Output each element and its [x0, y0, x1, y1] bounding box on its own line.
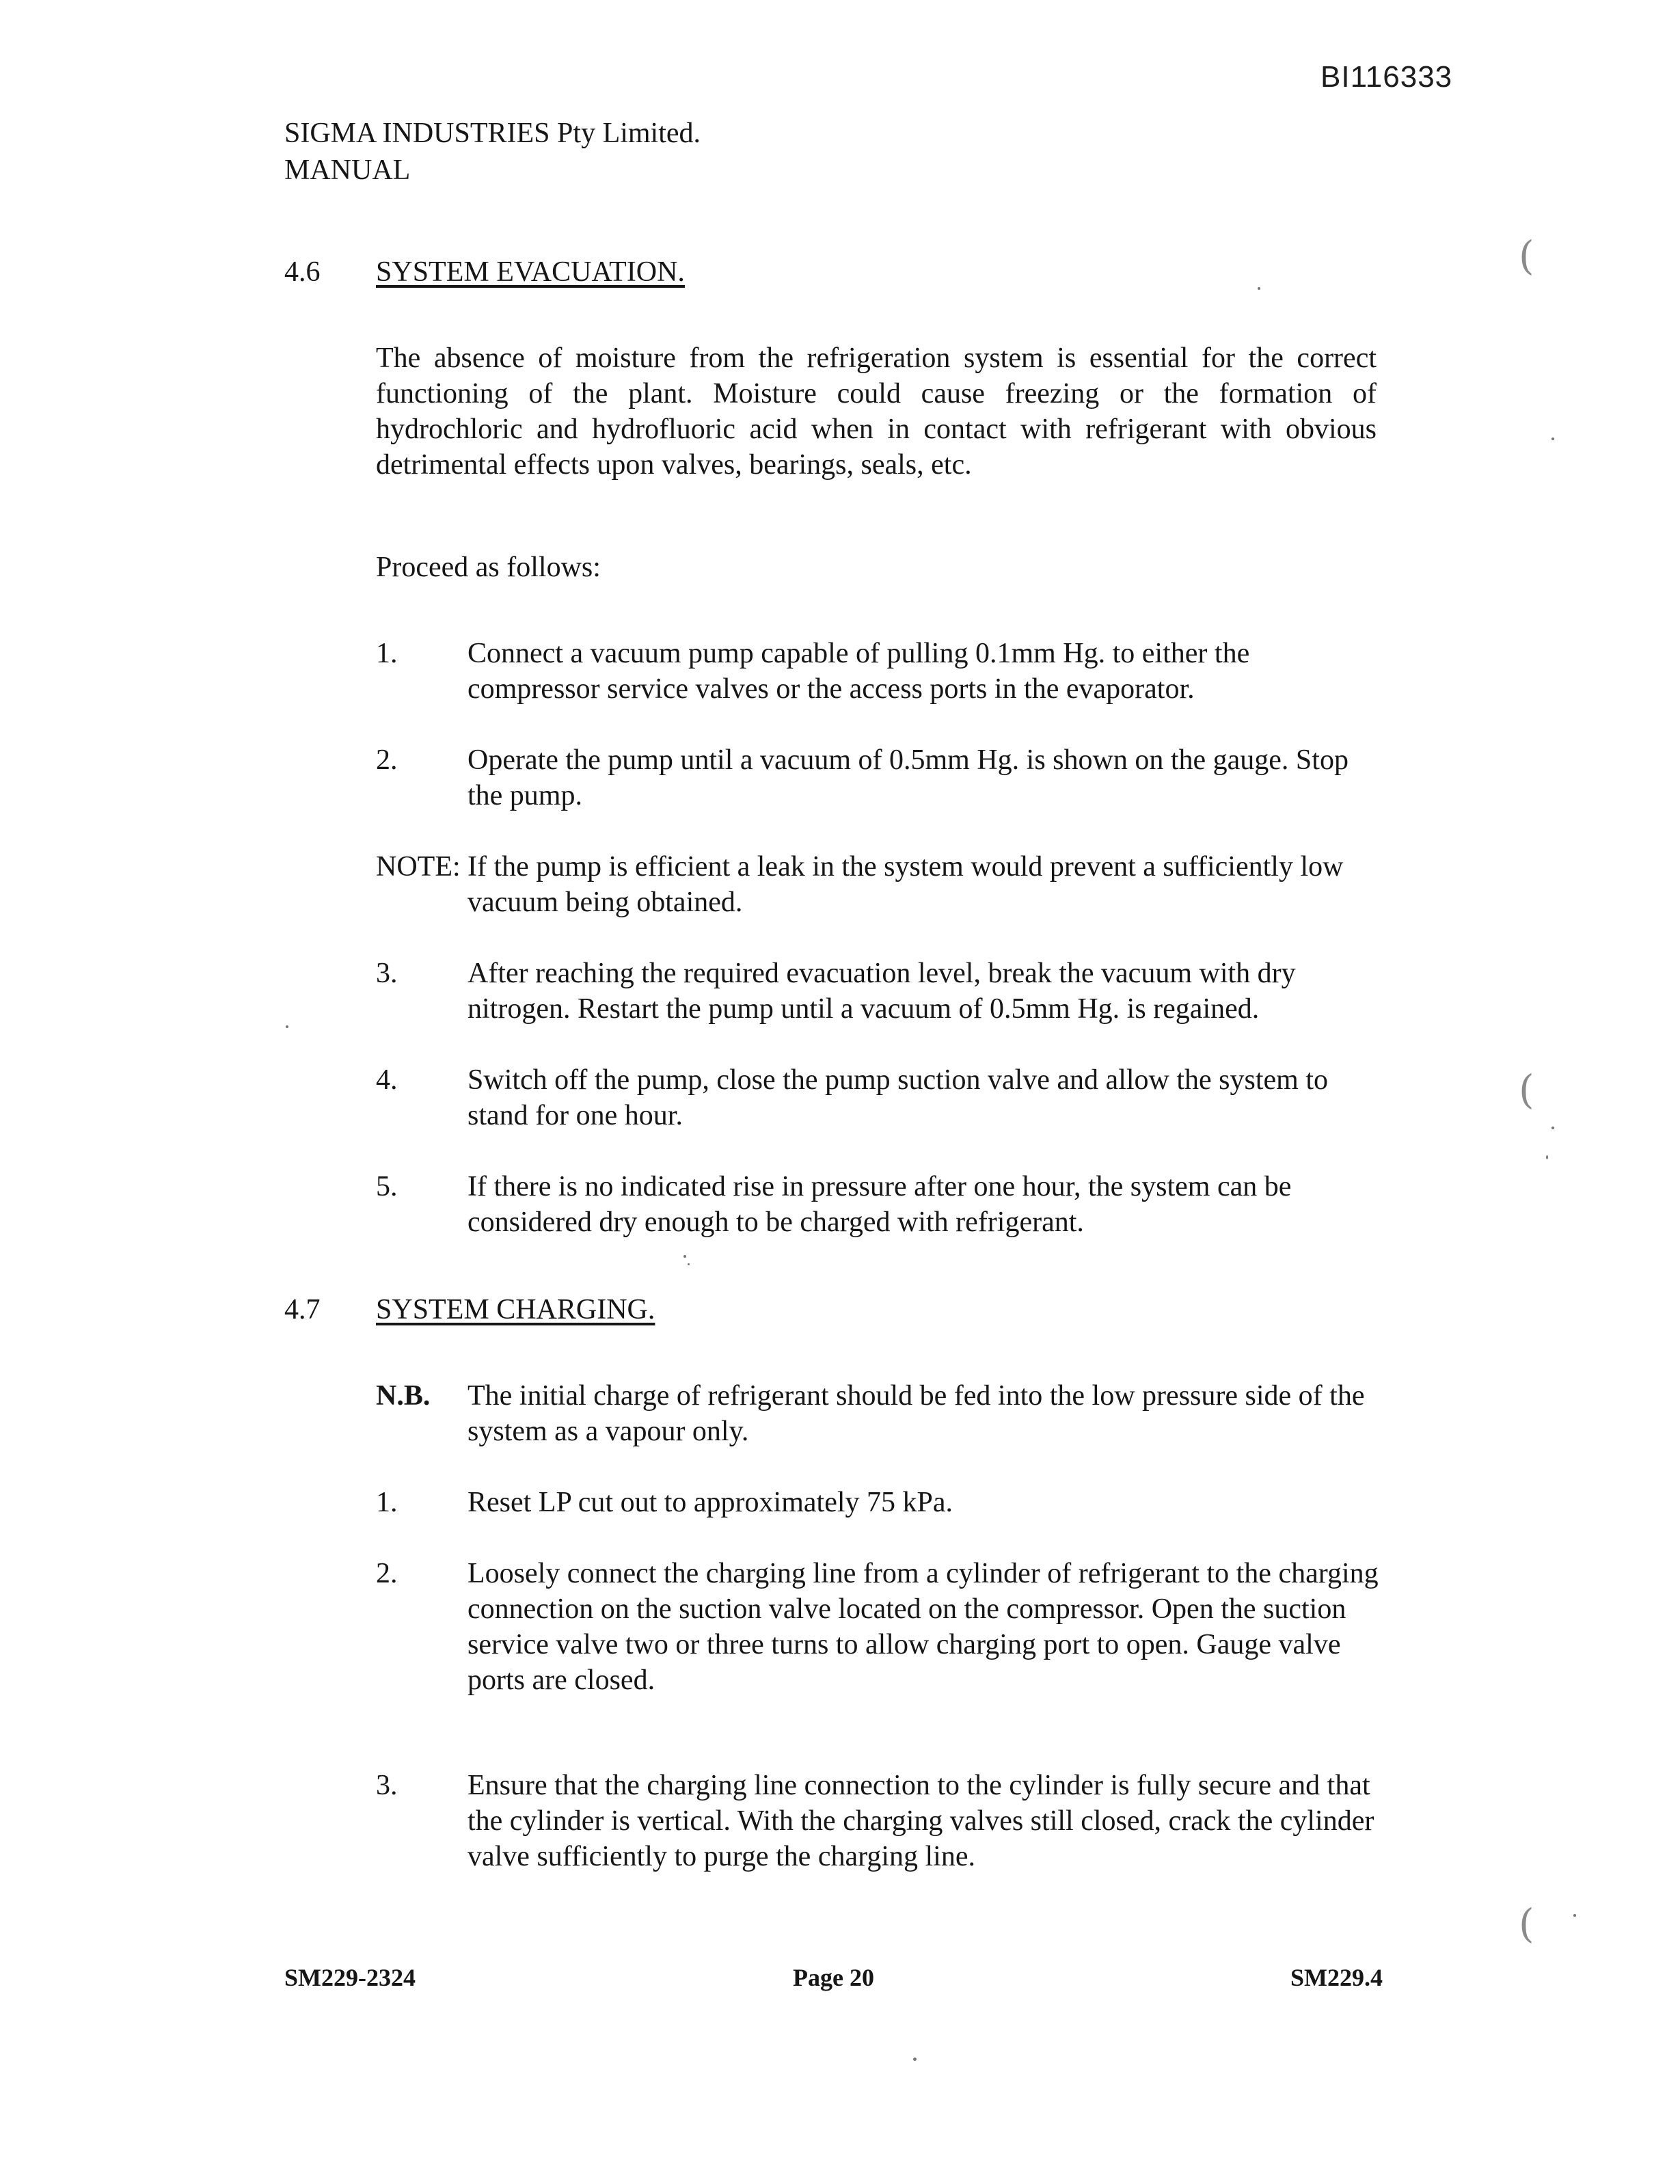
note-text: If the pump is efficient a leak in the system would prevent a sufficiently low vacuum being obtained.	[468, 851, 1344, 918]
step-text: Ensure that the charging line connection to the cylinder is fully secure and that the cylinder is vertical. With the charging valves still closed, crack the cylinder valve sufficiently to purge the charging line.	[468, 1770, 1374, 1872]
step-number: 1.	[376, 1487, 398, 1518]
step-text: Connect a vacuum pump capable of pulling 0.1mm Hg. to either the compressor service valves or the access ports in the evaporator.	[468, 638, 1250, 705]
section-number: 4.7	[284, 1294, 321, 1325]
step-text: Operate the pump until a vacuum of 0.5mm Hg. is shown on the gauge. Stop the pump.	[468, 744, 1349, 811]
evacuation-step	[376, 742, 1387, 813]
section-title: SYSTEM CHARGING.	[376, 1294, 655, 1325]
company-name: SIGMA INDUSTRIES Pty Limited.	[284, 118, 701, 149]
section-heading-charging	[284, 1292, 655, 1327]
step-text: Switch off the pump, close the pump suction valve and allow the system to stand for one hour.	[468, 1064, 1329, 1131]
nb-text: The initial charge of refrigerant should be fed into the low pressure side of the system as a vapour only.	[468, 1380, 1365, 1447]
section-title: SYSTEM EVACUATION.	[376, 256, 685, 288]
step-number: 4.	[376, 1064, 398, 1096]
note-label: NOTE:	[376, 851, 461, 882]
scan-margin-mark: (	[1519, 1066, 1534, 1113]
footer-left-code: SM229-2324	[284, 1964, 416, 1991]
charging-step	[376, 1768, 1387, 1874]
step-text: If there is no indicated rise in pressure after one hour, the system can be considered dry enough to be charged with refrigerant.	[468, 1171, 1292, 1238]
footer-right-code: SM229.4	[1290, 1964, 1383, 1991]
charging-nb	[376, 1378, 1387, 1449]
scan-speck	[286, 1025, 288, 1028]
scan-speck	[1573, 1914, 1576, 1917]
step-number: 2.	[376, 744, 398, 776]
scan-speck	[688, 1263, 690, 1265]
charging-step	[376, 1485, 1387, 1520]
company-header	[284, 115, 701, 189]
footer-page-number: Page 20	[793, 1964, 874, 1991]
document-type: MANUAL	[284, 154, 411, 186]
scan-speck	[1546, 1155, 1548, 1159]
evacuation-note	[376, 849, 1387, 920]
section-number: 4.6	[284, 256, 321, 288]
evacuation-step	[376, 1169, 1387, 1240]
step-text: After reaching the required evacuation level, break the vacuum with dry nitrogen. Restart the pump until a vacuum of 0.5mm Hg. is regained.	[468, 958, 1296, 1025]
scan-margin-mark: (	[1519, 232, 1534, 279]
step-number: 5.	[376, 1171, 398, 1202]
charging-step	[376, 1556, 1387, 1698]
step-number: 2.	[376, 1558, 398, 1589]
step-number: 1.	[376, 638, 398, 669]
scan-margin-mark: (	[1519, 1900, 1534, 1947]
step-number: 3.	[376, 1770, 398, 1801]
step-number: 3.	[376, 958, 398, 989]
evacuation-step	[376, 956, 1387, 1027]
intro-paragraph: The absence of moisture from the refrigeration system is essential for the correct functioning of the plant. Moisture could cause freezing or the formation of hydrochloric and hydrofluoric acid when in contact with refrigerant with obvious detrimental effects upon valves, bearings, seals, etc.	[376, 342, 1377, 481]
document-id: BI116333	[1320, 60, 1453, 94]
nb-label: N.B.	[376, 1380, 431, 1412]
step-text: Reset LP cut out to approximately 75 kPa.	[468, 1487, 953, 1518]
scan-speck	[913, 2058, 917, 2061]
step-text: Loosely connect the charging line from a cylinder of refrigerant to the charging connection on the suction valve located on the compressor. Open the suction service valve two or three turns to allow charging port to open. Gauge valve ports are closed.	[468, 1558, 1379, 1696]
scan-speck	[1552, 437, 1554, 440]
evacuation-step	[376, 1062, 1387, 1133]
scan-speck	[1258, 287, 1260, 290]
proceed-lead-in: Proceed as follows:	[376, 552, 601, 583]
section-heading-evacuation	[284, 254, 685, 290]
evacuation-step	[376, 636, 1387, 707]
scan-speck	[1552, 1127, 1554, 1129]
scan-speck	[683, 1255, 686, 1258]
